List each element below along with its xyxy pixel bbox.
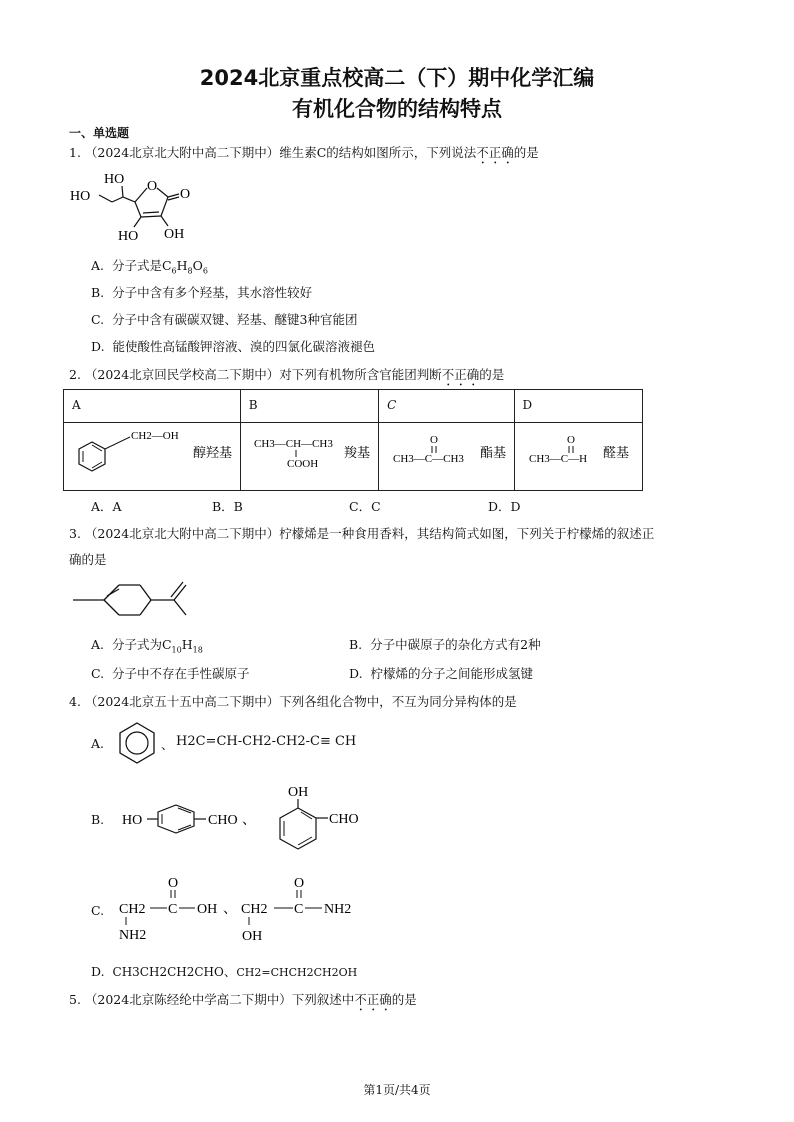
- question-4-stem: 4. （2024北京五十五中高二下期中）下列各组化合物中，不互为同分异构体的是: [69, 694, 517, 709]
- q1-option-a: A. 分子式是$C_6H_8O_6$: [91, 258, 208, 276]
- section-heading: 一、单选题: [69, 126, 130, 140]
- q2-options-table: [63, 389, 643, 491]
- cell-b-formula-top: CH3—CH—CH3: [253, 438, 333, 450]
- q3-option-b: B. 分子中碳原子的杂化方式有2种: [349, 637, 541, 652]
- q2-answer-a: A．A: [91, 499, 122, 514]
- c2-ch2: CH2: [241, 902, 268, 917]
- cell-a-formula: CH2—OH: [131, 430, 179, 442]
- c2-c: C: [294, 902, 304, 917]
- cell-d-formula: CH3—C—H: [528, 453, 587, 465]
- amino-hydroxy-structures: [114, 873, 364, 945]
- q4-option-a-formula: H2C=CH-CH2-CH2-C≡ CH: [176, 734, 357, 749]
- table-cell-b: [240, 423, 378, 491]
- c2-oh: OH: [242, 929, 263, 944]
- ortho-cho: CHO: [329, 812, 359, 827]
- page-subtitle: 有机化合物的结构特点: [292, 97, 502, 121]
- q2-answer-d: D．D: [488, 499, 521, 514]
- vitc-carbonyl-o: O: [180, 187, 191, 202]
- q3-option-d: D. 柠檬烯的分子之间能形成氢键: [349, 666, 534, 681]
- c1-c: C: [168, 902, 178, 917]
- para-cho: CHO: [208, 813, 238, 828]
- ortho-oh: OH: [288, 785, 309, 800]
- limonene-structure: [70, 572, 200, 628]
- cell-c-group: 酯基: [480, 445, 507, 460]
- c2-nh2: NH2: [324, 902, 352, 917]
- q2-answer-c: C．C: [349, 499, 381, 514]
- q4-option-b-letter: B.: [91, 812, 105, 827]
- para-ho: HO: [122, 813, 143, 828]
- table-header-d: D: [514, 390, 643, 423]
- q4-option-a-sep: 、: [161, 737, 174, 752]
- vitc-ring-o: O: [147, 179, 158, 194]
- table-cell-d: [514, 423, 643, 491]
- c1-ch2: CH2: [119, 902, 146, 917]
- question-3-stem-line1: 3. （2024北京北大附中高二下期中）柠檬烯是一种食用香料，其结构简式如图，下列关于柠檬烯的叙述正: [69, 526, 655, 541]
- q4-option-a-letter: A.: [91, 736, 105, 751]
- q4-option-c-letter: C.: [91, 903, 105, 918]
- q1-option-c: C. 分子中含有碳碳双键、羟基、醚键3种官能团: [91, 312, 358, 327]
- cell-d-o: O: [566, 434, 575, 446]
- table-header-c: C: [379, 390, 514, 423]
- vitc-ho-left: HO: [70, 189, 91, 204]
- page-title: 2024北京重点校高二（下）期中化学汇编: [199, 66, 595, 90]
- c2-o: O: [294, 876, 305, 891]
- table-cell-a: [64, 423, 241, 491]
- question-2-stem: 2. （2024北京回民学校高二下期中）对下列有机物所含官能团判断不正确的是: [69, 367, 505, 382]
- cell-c-formula: CH3—C—CH3: [393, 453, 465, 465]
- q4-option-d: D. CH3CH2CH2CHO、CH2=CHCH2CH2OH: [91, 964, 358, 979]
- c1-nh2: NH2: [119, 928, 147, 943]
- question-5-stem: 5. （2024北京陈经纶中学高二下期中）下列叙述中不正确的是: [69, 992, 417, 1007]
- page-footer: 第1页/共4页: [363, 1083, 431, 1097]
- q2-answer-b: B．B: [212, 499, 243, 514]
- q1-option-b: B. 分子中含有多个羟基，其水溶性较好: [91, 285, 313, 300]
- cell-a-group: 醇羟基: [193, 445, 233, 460]
- table-header-a: A: [64, 390, 241, 423]
- vitc-oh-bottom: OH: [164, 227, 185, 242]
- c1-oh: OH: [197, 902, 218, 917]
- question-1-stem: 1. （2024北京北大附中高二下期中）维生素C的结构如图所示，下列说法不正确的是: [69, 145, 539, 160]
- q4-option-b-sep: 、: [242, 813, 256, 828]
- vitamin-c-structure: [68, 164, 208, 244]
- cell-b-group: 羧基: [343, 445, 370, 460]
- benzene-ring-icon: [115, 720, 165, 766]
- q4-option-c-sep: 、: [223, 902, 237, 917]
- q3-option-c: C. 分子中不存在手性碳原子: [91, 666, 250, 681]
- hydroxybenzaldehyde-structures: [118, 778, 378, 858]
- cell-b-formula-bottom: COOH: [286, 458, 318, 470]
- cell-d-group: 醛基: [602, 445, 629, 460]
- vitc-ho-top: HO: [104, 172, 125, 187]
- table-header-b: B: [240, 390, 378, 423]
- c1-o: O: [168, 876, 179, 891]
- cell-c-o: O: [430, 434, 439, 446]
- table-cell-c: [379, 423, 514, 491]
- q1-option-d: D. 能使酸性高锰酸钾溶液、溴的四氯化碳溶液褪色: [91, 339, 376, 354]
- vitc-ho-bottom: HO: [118, 229, 139, 244]
- q3-option-a: A. 分子式为$C_{10}H_{18}$: [91, 637, 203, 655]
- question-3-stem-line2: 确的是: [69, 552, 107, 567]
